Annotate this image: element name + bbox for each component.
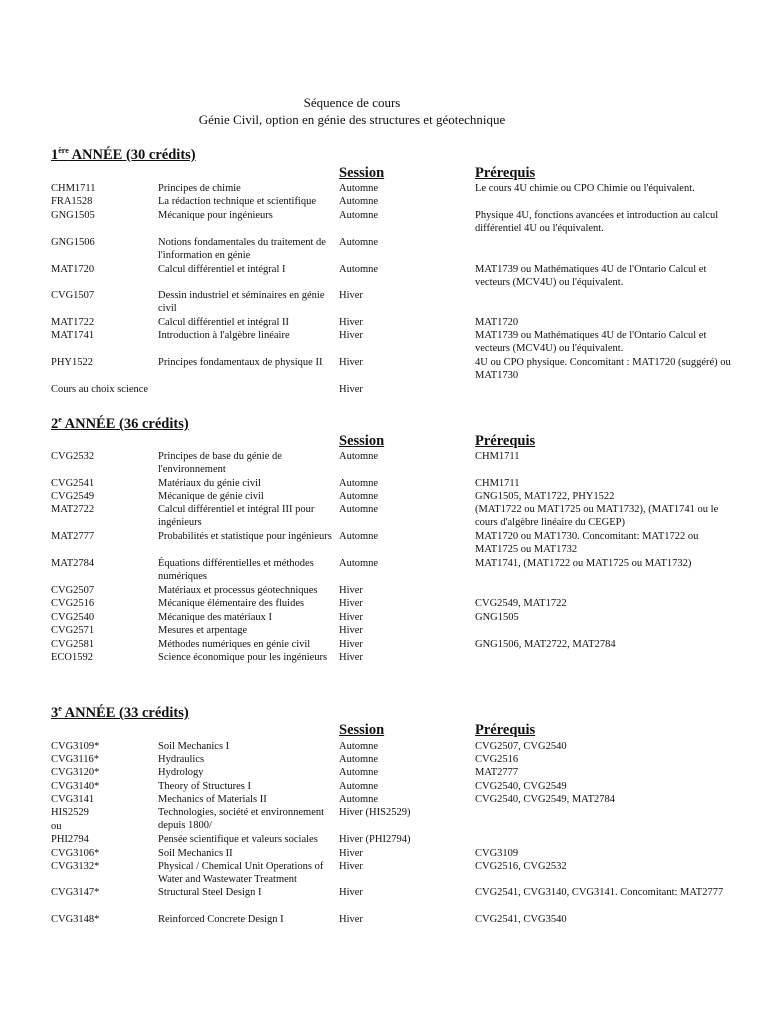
course-session: Automne xyxy=(339,767,379,778)
course-session: Automne xyxy=(339,196,379,207)
course-name: Principes de base du génie de l'environnement xyxy=(158,451,282,476)
course-code: CVG2540 xyxy=(51,612,95,623)
course-session: Hiver xyxy=(339,639,363,650)
year2-prereq-header: Prérequis xyxy=(475,433,536,449)
course-session: Automne xyxy=(339,478,379,489)
year3-prereq-header: Prérequis xyxy=(475,722,536,738)
course-code: CVG3116* xyxy=(51,754,100,765)
course-code: CVG2507 xyxy=(51,585,95,596)
course-name: Structural Steel Design I xyxy=(158,887,262,898)
course-name: Matériaux du génie civil xyxy=(158,478,261,489)
year3-heading: 3e ANNÉE (33 crédits) xyxy=(51,704,189,721)
course-name: Mechanics of Materials II xyxy=(158,794,267,805)
course-prereq: CHM1711 xyxy=(475,451,520,462)
year1-heading: 1ère ANNÉE (30 crédits) xyxy=(51,146,196,163)
course-code: PHY1522 xyxy=(51,357,94,368)
course-name: Mécanique élémentaire des fluides xyxy=(158,598,305,609)
course-code: CVG3141 xyxy=(51,794,95,805)
course-name: La rédaction technique et scientifique xyxy=(158,196,317,207)
course-name: Mécanique de génie civil xyxy=(158,491,264,502)
year1-prereq-header: Prérequis xyxy=(475,165,536,181)
doc-subtitle: Génie Civil, option en génie des structures et géotechnique xyxy=(198,112,506,127)
course-session: Automne xyxy=(339,741,379,752)
course-name: Hydraulics xyxy=(158,754,205,765)
course-session: Hiver xyxy=(339,861,363,872)
year2-heading: 2e ANNÉE (36 crédits) xyxy=(51,415,189,432)
course-code: ECO1592 xyxy=(51,652,93,663)
course-name: Soil Mechanics II xyxy=(158,848,233,859)
course-name: Matériaux et processus géotechniques xyxy=(158,585,318,596)
course-prereq: CVG2549, MAT1722 xyxy=(475,598,567,609)
course-session: Hiver xyxy=(339,357,363,368)
course-prereq: CVG2516 xyxy=(475,754,519,765)
course-code: CVG2581 xyxy=(51,639,95,650)
course-code: MAT1741 xyxy=(51,330,95,341)
course-session: Automne xyxy=(339,754,379,765)
course-code: ou xyxy=(51,821,62,832)
course-session: Hiver (PHI2794) xyxy=(339,834,411,845)
course-session: Hiver xyxy=(339,330,363,341)
course-session: Hiver xyxy=(339,598,363,609)
course-prereq: CVG2541, CVG3540 xyxy=(475,914,567,925)
course-session: Automne xyxy=(339,491,379,502)
course-session: Automne xyxy=(339,237,379,248)
course-session: Automne xyxy=(339,210,379,221)
course-prereq: GNG1505, MAT1722, PHY1522 xyxy=(475,491,615,502)
course-session: Hiver xyxy=(339,887,363,898)
course-prereq: MAT1739 ou Mathématiques 4U de l'Ontario Calcul et vecteurs (MCV4U) ou l'équivalent. xyxy=(475,264,707,289)
course-code: CVG3120* xyxy=(51,767,100,778)
course-name: Mécanique des matériaux I xyxy=(158,612,272,623)
course-prereq: MAT2777 xyxy=(475,767,519,778)
course-prereq: MAT1739 ou Mathématiques 4U de l'Ontario Calcul et vecteurs (MCV4U) ou l'équivalent. xyxy=(475,330,707,355)
course-prereq: Physique 4U, fonctions avancées et introduction au calcul différentiel 4U ou l'équivalent. xyxy=(475,210,719,235)
course-prereq: CVG2507, CVG2540 xyxy=(475,741,567,752)
course-session: Automne xyxy=(339,794,379,805)
doc-title: Séquence de cours xyxy=(303,95,401,110)
course-name: Probabilités et statistique pour ingénieurs xyxy=(158,531,332,542)
course-code: CVG3109* xyxy=(51,741,100,752)
course-prereq: Le cours 4U chimie ou CPO Chimie ou l'équivalent. xyxy=(475,183,695,194)
course-name: Équations différentielles et méthodes numériques xyxy=(158,558,314,583)
course-code: MAT1722 xyxy=(51,317,95,328)
course-code: CHM1711 xyxy=(51,183,96,194)
course-session: Automne xyxy=(339,531,379,542)
course-session: Automne xyxy=(339,781,379,792)
course-prereq: MAT1720 ou MAT1730. Concomitant: MAT1722 ou MAT1725 ou MAT1732 xyxy=(475,531,699,556)
course-name: Soil Mechanics I xyxy=(158,741,230,752)
course-prereq: CVG3109 xyxy=(475,848,519,859)
course-code: Cours au choix science xyxy=(51,384,149,395)
year2-session-header: Session xyxy=(339,433,385,449)
course-session: Hiver xyxy=(339,848,363,859)
course-session: Automne xyxy=(339,183,379,194)
course-name: Mesures et arpentage xyxy=(158,625,248,636)
course-prereq: CHM1711 xyxy=(475,478,520,489)
course-code: CVG2532 xyxy=(51,451,95,462)
course-code: GNG1505 xyxy=(51,210,95,221)
course-code: CVG2541 xyxy=(51,478,95,489)
course-name: Theory of Structures I xyxy=(158,781,252,792)
course-name: Science économique pour les ingénieurs xyxy=(158,652,328,663)
course-name: Calcul différentiel et intégral III pour ingénieurs xyxy=(158,504,315,529)
course-name: Mécanique pour ingénieurs xyxy=(158,210,273,221)
course-code: CVG3132* xyxy=(51,861,100,872)
course-name: Notions fondamentales du traitement de l'information en génie xyxy=(158,237,326,262)
course-code: MAT2777 xyxy=(51,531,95,542)
course-code: CVG2549 xyxy=(51,491,95,502)
course-name: Calcul différentiel et intégral I xyxy=(158,264,286,275)
course-session: Automne xyxy=(339,264,379,275)
course-prereq: MAT1741, (MAT1722 ou MAT1725 ou MAT1732) xyxy=(475,558,692,569)
course-session: Hiver (HIS2529) xyxy=(339,807,411,818)
course-code: GNG1506 xyxy=(51,237,95,248)
course-name: Méthodes numériques en génie civil xyxy=(158,639,311,650)
course-code: MAT2722 xyxy=(51,504,95,515)
course-name: Technologies, société et environnement depuis 1800/ xyxy=(158,807,325,832)
course-session: Automne xyxy=(339,558,379,569)
year3-session-header: Session xyxy=(339,722,385,738)
course-code: CVG3106* xyxy=(51,848,100,859)
course-session: Automne xyxy=(339,504,379,515)
course-session: Hiver xyxy=(339,290,363,301)
course-session: Hiver xyxy=(339,585,363,596)
course-code: MAT1720 xyxy=(51,264,95,275)
course-name: Reinforced Concrete Design I xyxy=(158,914,284,925)
course-name: Dessin industriel et séminaires en génie civil xyxy=(158,290,325,315)
course-session: Hiver xyxy=(339,625,363,636)
course-prereq: GNG1505 xyxy=(475,612,519,623)
course-name: Principes de chimie xyxy=(158,183,241,194)
course-prereq: MAT1720 xyxy=(475,317,519,328)
course-prereq: CVG2516, CVG2532 xyxy=(475,861,567,872)
course-name: Principes fondamentaux de physique II xyxy=(158,357,323,368)
course-prereq: CVG2540, CVG2549 xyxy=(475,781,567,792)
course-code: PHI2794 xyxy=(51,834,89,845)
course-session: Hiver xyxy=(339,652,363,663)
course-name: Introduction à l'algèbre linéaire xyxy=(158,330,290,341)
course-prereq: CVG2541, CVG3140, CVG3141. Concomitant: MAT2777 xyxy=(475,887,724,898)
course-session: Hiver xyxy=(339,384,363,395)
course-prereq: CVG2540, CVG2549, MAT2784 xyxy=(475,794,616,805)
course-name: Hydrology xyxy=(158,767,204,778)
course-session: Hiver xyxy=(339,914,363,925)
course-code: MAT2784 xyxy=(51,558,95,569)
course-prereq: (MAT1722 ou MAT1725 ou MAT1732), (MAT1741 ou le cours d'algèbre linéaire du CEGEP) xyxy=(475,504,719,529)
course-name: Calcul différentiel et intégral II xyxy=(158,317,289,328)
course-name: Pensée scientifique et valeurs sociales xyxy=(158,834,318,845)
course-code: CVG3148* xyxy=(51,914,100,925)
course-code: FRA1528 xyxy=(51,196,93,207)
course-prereq: GNG1506, MAT2722, MAT2784 xyxy=(475,639,616,650)
course-session: Hiver xyxy=(339,317,363,328)
course-code: CVG3140* xyxy=(51,781,100,792)
course-code: CVG3147* xyxy=(51,887,100,898)
course-code: HIS2529 xyxy=(51,807,89,818)
course-name: Physical / Chemical Unit Operations of Water and Wastewater Treatment xyxy=(158,861,324,886)
course-code: CVG1507 xyxy=(51,290,95,301)
year1-session-header: Session xyxy=(339,165,385,181)
course-prereq: 4U ou CPO physique. Concomitant : MAT1720 (suggéré) ou MAT1730 xyxy=(475,357,731,382)
course-session: Automne xyxy=(339,451,379,462)
course-code: CVG2571 xyxy=(51,625,95,636)
course-code: CVG2516 xyxy=(51,598,95,609)
course-session: Hiver xyxy=(339,612,363,623)
